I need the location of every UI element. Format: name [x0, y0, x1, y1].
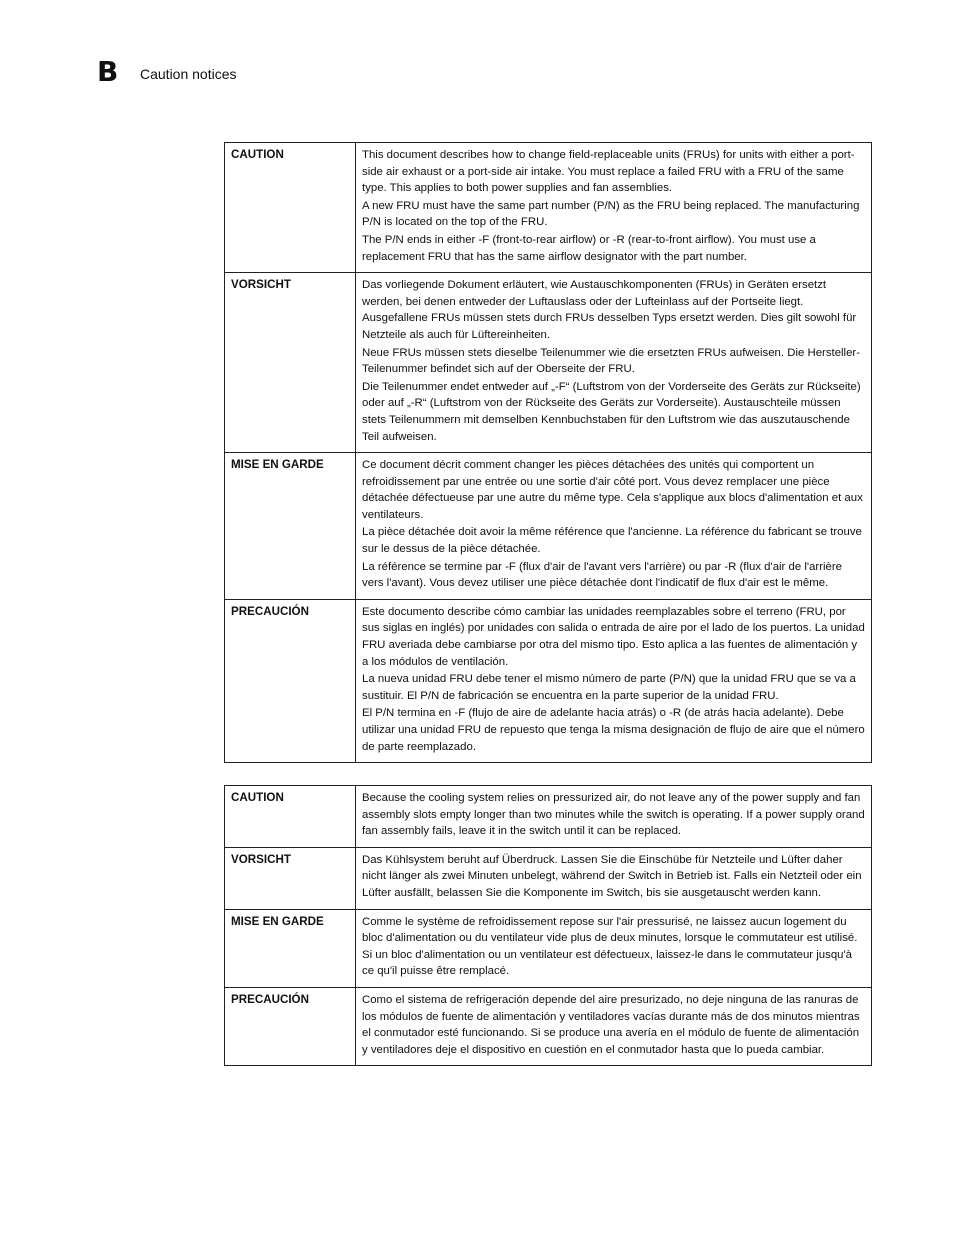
notice-paragraph: Das Kühlsystem beruht auf Überdruck. Lassen Sie die Einschübe für Netzteile und Lüfter daher nicht länger als zwei Minuten unbelegt, während der Switch in Betrieb ist. Falls ein Netzteil oder ein Lüfter ausfällt, belassen Sie die Komponente im Switch, bis sie ausgetauscht werden kann. [362, 853, 862, 899]
notice-paragraph: Das vorliegende Dokument erläutert, wie Austauschkomponenten (FRUs) in Geräten ersetzt werden, bei denen entweder der Luftauslass oder der Lufteinlass auf der Portseite liegt. Ausgefallene FRUs müssen stets durch FRUs desselben Typs ersetzt werden. Dies gilt sowohl für Netzteile als auch für Lüftereinheiten. [362, 279, 857, 341]
chapter-letter: B [97, 55, 119, 88]
notice-paragraph: La référence se termine par -F (flux d'air de l'avant vers l'arrière) ou par -R (flux d'air de l'arrière vers l'avant). Vous devez utiliser une pièce détachée dont l'indicatif de flux d'air est le même. [362, 560, 842, 590]
notice-row [225, 786, 872, 848]
notice-text [356, 987, 872, 1065]
notice-language-label: PRECAUCIÓN [225, 987, 356, 1065]
notice-paragraph: Comme le système de refroidissement repose sur l'air pressurisé, ne laissez aucun logement du bloc d'alimentation ou du ventilateur vide plus de deux minutes, lorsque le commutateur est utilisé. Si un bloc d'alimentation ou un ventilateur est défectueux, laissez-le dans le commutateur jusqu'à ce qu'il puisse être remplacé. [362, 915, 858, 978]
notice-paragraph: Ce document décrit comment changer les pièces détachées des unités qui comportent un refroidissement par une entrée ou une sortie d'air côté port. Vous devez remplacer une pièce détachée défectueuse par une autre du même type. Cela s'applique aux blocs d'alimentation et aux ventilateurs. [362, 459, 863, 521]
notice-paragraph: Neue FRUs müssen stets dieselbe Teilenummer wie die ersetzten FRUs aufweisen. Die Hersteller-Teilenummer befindet sich auf der Oberseite der FRU. [362, 346, 861, 376]
notice-language-label: VORSICHT [225, 847, 356, 909]
section-title: Caution notices [140, 66, 237, 82]
caution-notice-table-2 [224, 785, 872, 1066]
notice-paragraph: Como el sistema de refrigeración depende del aire presurizado, no deje ninguna de las ranuras de los módulos de fuente de alimentación y ventiladores vacías durante más de dos minutos mientras el conmutador esté funcionando. Si se produce una avería en el módulo de fuente de alimentación y ventiladores deje el dispositivo en cuestión en el conmutador hasta que lo pueda cambiar. [362, 993, 860, 1056]
caution-notice-table-1 [224, 142, 872, 763]
notice-paragraph: El P/N termina en -F (flujo de aire de adelante hacia atrás) o -R (de atrás hacia adelante). Debe utilizar una unidad FRU de repuesto que tenga la misma designación de flujo de aire que el número de parte reemplazado. [362, 707, 865, 753]
notice-language-label: PRECAUCIÓN [225, 599, 356, 762]
notice-language-label: VORSICHT [225, 273, 356, 453]
notice-language-label: MISE EN GARDE [225, 453, 356, 600]
notice-row [225, 273, 872, 453]
notice-paragraph: This document describes how to change field-replaceable units (FRUs) for units with either a port-side air exhaust or a port-side air intake. You must replace a failed FRU with a FRU of the same type. This applies to both power supplies and fan assemblies. [362, 149, 855, 195]
notice-paragraph: La nueva unidad FRU debe tener el mismo número de parte (P/N) que la unidad FRU que se va a sustituir. El P/N de fabricación se encuentra en la parte superior de la unidad FRU. [362, 673, 856, 702]
notice-paragraph: Este documento describe cómo cambiar las unidades reemplazables sobre el terreno (FRU, por sus siglas en inglés) por unidades con salida o entrada de aire por el lado de los puertos. La unidad FRU averiada debe cambiarse por otra del mismo tipo. Esto aplica a las fuentes de alimentación y a los módulos de ventilación. [362, 605, 865, 668]
notice-row [225, 987, 872, 1065]
notice-row [225, 599, 872, 762]
notice-text [356, 847, 872, 909]
notice-rows [225, 143, 872, 763]
notice-paragraph: A new FRU must have the same part number (P/N) as the FRU being replaced. The manufacturing P/N is located on the top of the FRU. [362, 199, 860, 229]
notice-row [225, 847, 872, 909]
notice-row [225, 909, 872, 987]
notice-text [356, 599, 872, 762]
notice-paragraph: Because the cooling system relies on pressurized air, do not leave any of the power supply and fan assembly slots empty longer than two minutes while the switch is operating. If a power supply orand fan assembly fails, leave it in the switch until it can be replaced. [362, 792, 865, 838]
notice-text [356, 786, 872, 848]
notice-language-label: MISE EN GARDE [225, 909, 356, 987]
notice-paragraph: The P/N ends in either -F (front-to-rear airflow) or -R (rear-to-front airflow). You must use a replacement FRU that has the same airflow designator with the part number. [362, 233, 816, 263]
notice-text [356, 273, 872, 453]
notice-language-label: CAUTION [225, 143, 356, 273]
notice-paragraph: La pièce détachée doit avoir la même référence que l'ancienne. La référence du fabricant se trouve sur le dessus de la pièce détachée. [362, 526, 862, 556]
notice-text [356, 909, 872, 987]
notice-row [225, 453, 872, 600]
notice-text [356, 143, 872, 273]
notice-text [356, 453, 872, 600]
notice-paragraph: Die Teilenummer endet entweder auf „-F“ (Luftstrom von der Vorderseite des Geräts zur Rückseite) oder auf „-R“ (Luftstrom von der Rückseite des Geräts zur Vorderseite). Austauschteile müssen stets Teilenummern mit demselben Kennbuchstaben für den Luftstrom wie das auszutauschende Teil aufweisen. [362, 380, 861, 443]
notice-row [225, 143, 872, 273]
notice-language-label: CAUTION [225, 786, 356, 848]
notice-rows [225, 786, 872, 1066]
